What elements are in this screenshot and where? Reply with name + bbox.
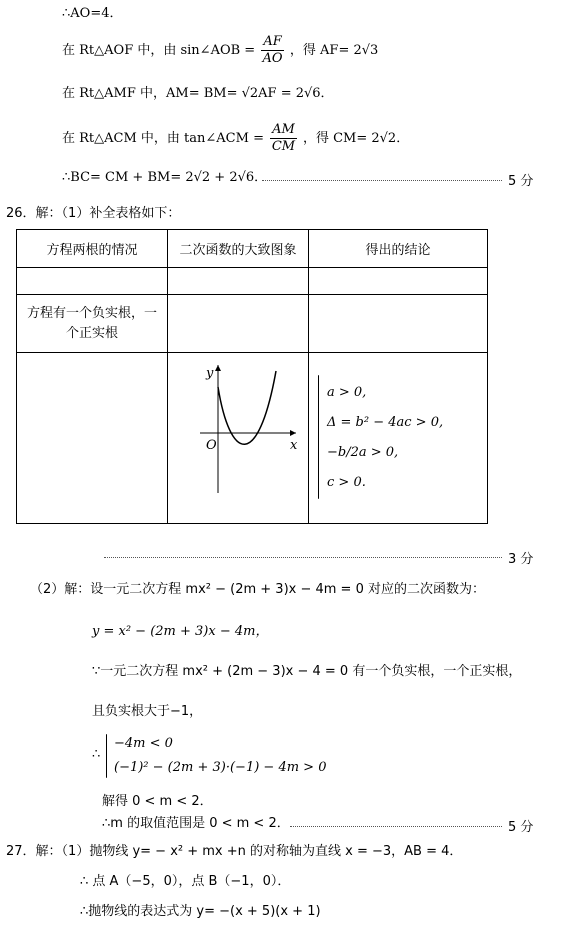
table-cell xyxy=(309,295,488,353)
tan-result: ，得 CM= 2√2． xyxy=(302,131,410,146)
parabola-graph xyxy=(172,353,304,519)
q27-line3: ∴抛物线的表达式为 y= −(x + 5)(x + 1) xyxy=(80,904,321,919)
dotted-leader xyxy=(290,826,502,827)
graph-cell xyxy=(168,353,309,524)
condition-item: c > 0. xyxy=(327,475,366,490)
score-label: 3 分 xyxy=(508,552,534,567)
x-axis-label: x xyxy=(290,438,298,453)
line-sin-aob xyxy=(62,34,378,67)
condition-list xyxy=(327,378,483,498)
q27-line1: 27．解：（1）抛物线 y= − x² + mx +n 的对称轴为直线 x = −3，AB = 4． xyxy=(6,844,463,859)
line-bc: ∴BC= CM + BM= 2√2 + 2√6． xyxy=(62,170,268,185)
table-cell xyxy=(168,268,309,295)
sin-prefix: 在 Rt△AOF 中，由 sin∠AOB = xyxy=(62,43,256,58)
line-amf: 在 Rt△AMF 中，AM= BM= √2AF = 2√6． xyxy=(62,86,334,101)
q26-function: y = x² − (2m + 3)x − 4m， xyxy=(92,624,269,639)
score-label: 5 分 xyxy=(508,174,534,189)
system-brace xyxy=(106,734,107,778)
completion-table xyxy=(16,229,488,524)
condition-item: −b/2a > 0, xyxy=(327,445,399,460)
fraction-denominator: AO xyxy=(262,51,283,66)
fraction-numerator: AM xyxy=(272,122,295,137)
therefore-symbol: ∴ xyxy=(92,747,101,762)
dotted-leader xyxy=(104,557,502,558)
table-header-cell: 方程两根的情况 xyxy=(17,230,168,268)
q26-part2-header: （2）解：设一元二次方程 mx² − (2m + 3)x − 4m = 0 对应的二次函数为： xyxy=(30,582,485,597)
score-label: 5 分 xyxy=(508,820,534,835)
table-cell xyxy=(17,353,168,524)
q26-because: ∵一元二次方程 mx² + (2m − 3)x − 4 = 0 有一个负实根，一个正实根， xyxy=(92,664,522,679)
tan-prefix: 在 Rt△ACM 中，由 tan∠ACM = xyxy=(62,131,264,146)
table-cell xyxy=(168,295,309,353)
q26-solve: 解得 0 < m < 2． xyxy=(102,794,213,809)
fraction-numerator: AF xyxy=(263,34,282,49)
condition-item: a > 0, xyxy=(327,385,367,400)
line-tan-acm xyxy=(62,122,409,155)
fraction-denominator: CM xyxy=(271,139,296,154)
q26-and: 且负实根大于−1， xyxy=(92,704,203,719)
table-cell xyxy=(17,268,168,295)
line-ao: ∴AO=4． xyxy=(62,6,123,21)
q26-header: 26．解：（1）补全表格如下： xyxy=(6,206,181,221)
table-cell: 方程有一个负实根，一个正实根 xyxy=(17,295,168,353)
fraction-am-cm xyxy=(270,122,297,155)
table-header-cell: 得出的结论 xyxy=(309,230,488,268)
table-header-cell: 二次函数的大致图象 xyxy=(168,230,309,268)
conditions-cell xyxy=(309,353,488,524)
q26-range: ∴m 的取值范围是 0 < m < 2． xyxy=(102,816,290,831)
dotted-leader xyxy=(262,180,502,181)
inequality-2: (−1)² − (2m + 3)·(−1) − 4m > 0 xyxy=(114,760,327,775)
origin-label: O xyxy=(206,438,217,453)
fraction-af-ao xyxy=(261,34,283,67)
table-cell xyxy=(309,268,488,295)
y-axis-label: y xyxy=(206,366,214,381)
q27-line2: ∴ 点 A（−5，0），点 B（−1，0）． xyxy=(80,874,291,889)
brace xyxy=(318,375,319,499)
inequality-1: −4m < 0 xyxy=(114,736,173,751)
condition-item: Δ = b² − 4ac > 0, xyxy=(327,415,444,430)
sin-result: ，得 AF= 2√3 xyxy=(289,43,379,58)
